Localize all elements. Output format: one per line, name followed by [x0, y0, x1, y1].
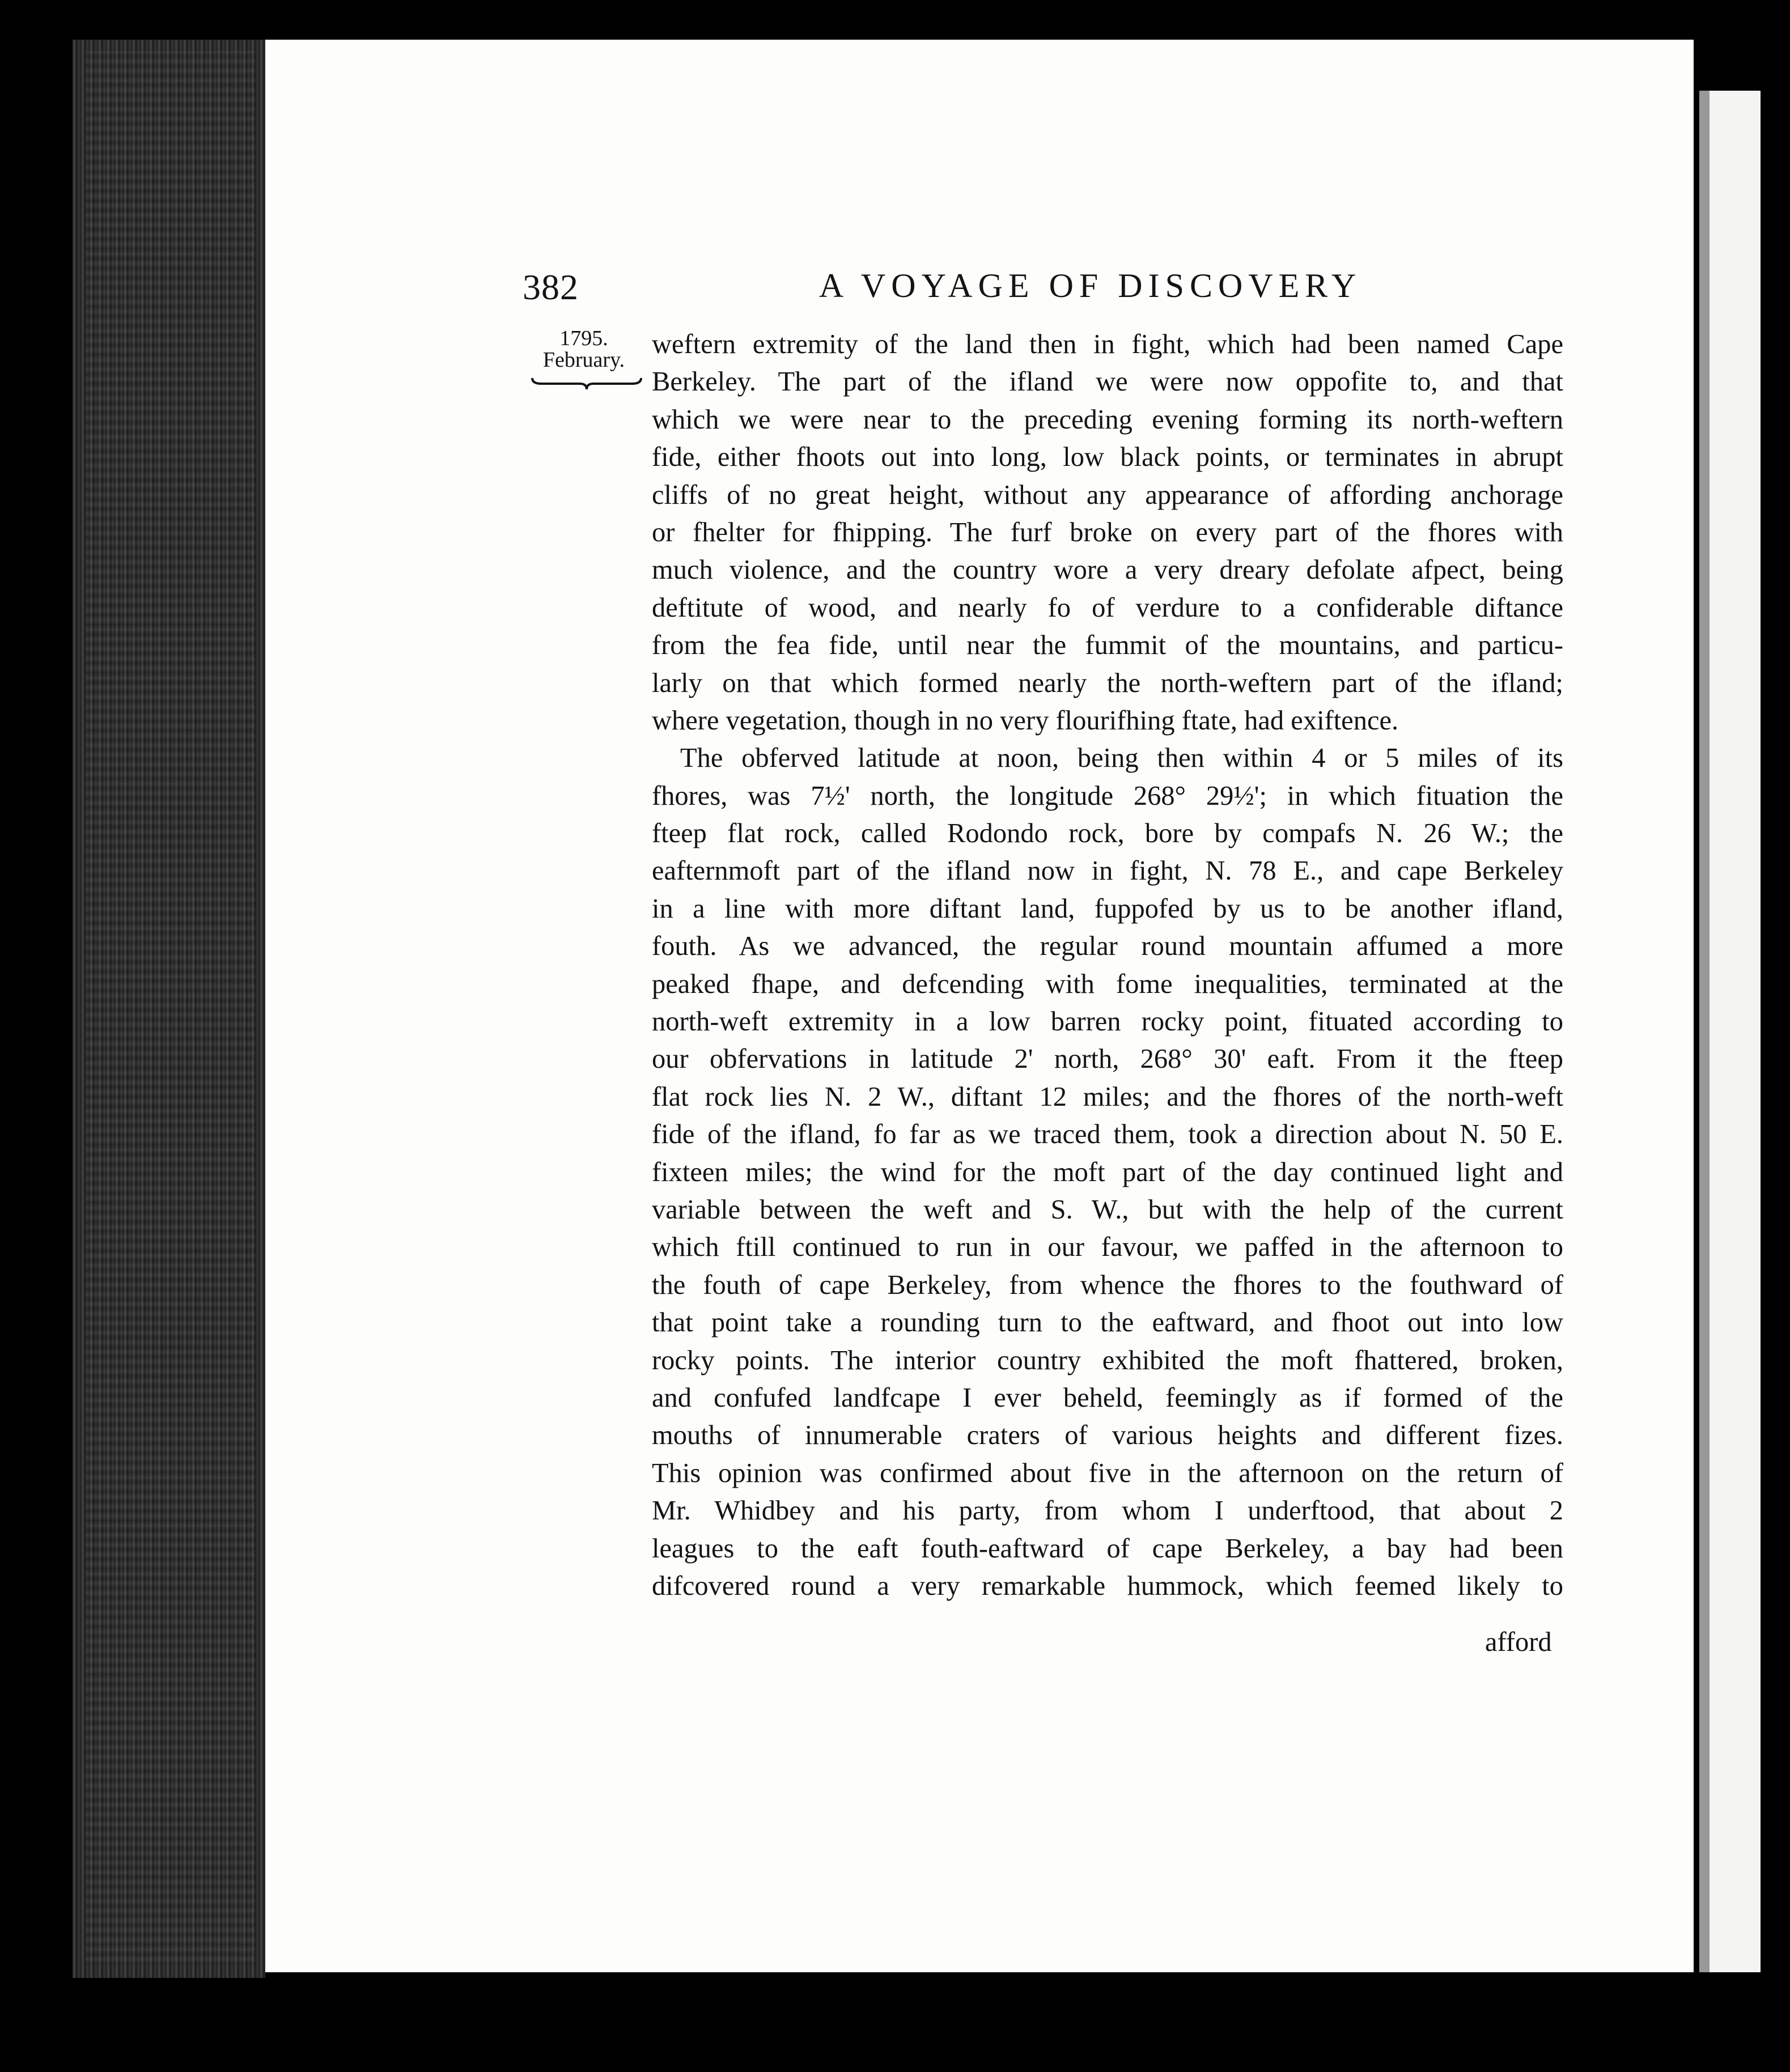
text-line: fhores, was 7½' north, the longitude 268° 29½'; in which fituation the: [652, 780, 1563, 811]
text-line: the fouth of cape Berkeley, from whence the fhores to the fouthward of: [652, 1269, 1563, 1300]
text-line: fouth. As we advanced, the regular round mountain affumed a more: [652, 931, 1563, 962]
text-line: in a line with more diftant land, fuppofed by us to be another ifland,: [652, 893, 1563, 924]
text-line: our obfervations in latitude 2' north, 268° 30' eaft. From it the fteep: [652, 1044, 1563, 1075]
text-line: fteep flat rock, called Rodondo rock, bore by compafs N. 26 W.; the: [652, 818, 1563, 849]
text-line: peaked fhape, and defcending with fome inequalities, terminated at the: [652, 969, 1563, 999]
text-line: fixteen miles; the wind for the moft part of the day continued light and: [652, 1157, 1563, 1187]
margin-note-month: February.: [542, 348, 625, 372]
text-line: that point take a rounding turn to the eaftward, and fhoot out into low: [652, 1307, 1563, 1338]
text-line: Mr. Whidbey and his party, from whom I underftood, that about 2: [652, 1496, 1563, 1526]
text-line: variable between the weft and S. W., but with the help of the current: [652, 1194, 1563, 1225]
text-line: or fhelter for fhipping. The furf broke on every part of the fhores with: [652, 517, 1563, 547]
text-line: The obferved latitude at noon, being then within 4 or 5 miles of its: [680, 743, 1563, 774]
text-line: fide of the ifland, fo far as we traced them, took a direction about N. 50 E.: [652, 1119, 1563, 1150]
text-line: Berkeley. The part of the ifland we were now oppofite to, and that: [652, 367, 1563, 397]
page-number: 382: [523, 267, 579, 307]
text-line: deftitute of wood, and nearly fo of verdure to a confiderable diftance: [652, 592, 1563, 623]
text-line: leagues to the eaft fouth-eaftward of cape Berkeley, a bay had been: [652, 1533, 1563, 1564]
text-line: north-weft extremity in a low barren rocky point, fituated according to: [652, 1007, 1563, 1037]
page-edge-texture: [85, 51, 255, 1967]
text-line: mouths of innumerable craters of various heights and different fizes.: [652, 1420, 1563, 1451]
text-line: where vegetation, though in no very flourifhing ftate, had exiftence.: [652, 705, 1399, 736]
text-line: which we were near to the preceding evening forming its north-weftern: [652, 404, 1563, 435]
margin-note-year: 1795.: [559, 326, 608, 350]
text-line: cliffs of no great height, without any appearance of affording anchorage: [652, 479, 1563, 510]
text-line: flat rock lies N. 2 W., diftant 12 miles; and the fhores of the north-weft: [652, 1081, 1563, 1112]
body-text: [652, 326, 1563, 1605]
text-line: This opinion was confirmed about five in the afternoon on the return of: [652, 1458, 1563, 1488]
text-line: and confufed landfcape I ever beheld, feemingly as if formed of the: [652, 1382, 1563, 1413]
text-line: much violence, and the country wore a very dreary defolate afpect, being: [652, 555, 1563, 585]
text-line: which ftill continued to run in our favour, we paffed in the afternoon to: [652, 1232, 1563, 1263]
text-line: difcovered round a very remarkable hummock, which feemed likely to: [652, 1570, 1563, 1601]
text-line: eafternmoft part of the ifland now in fight, N. 78 E., and cape Berkeley: [652, 856, 1563, 886]
catchword: afford: [1485, 1627, 1552, 1657]
page-gutter-shadow: [1699, 91, 1710, 1972]
text-line: rocky points. The interior country exhibited the moft fhattered, broken,: [652, 1345, 1563, 1375]
running-title: A VOYAGE OF DISCOVERY: [819, 267, 1362, 304]
margin-note: [524, 328, 643, 371]
text-line: larly on that which formed nearly the north-weftern part of the ifland;: [652, 668, 1563, 698]
text-line: weftern extremity of the land then in fight, which had been named Cape: [652, 329, 1563, 359]
margin-brace-icon: [530, 377, 643, 390]
text-line: from the fea fide, until near the fummit of the mountains, and particu-: [652, 630, 1563, 661]
text-line: fide, either fhoots out into long, low black points, or terminates in abrupt: [652, 442, 1563, 473]
